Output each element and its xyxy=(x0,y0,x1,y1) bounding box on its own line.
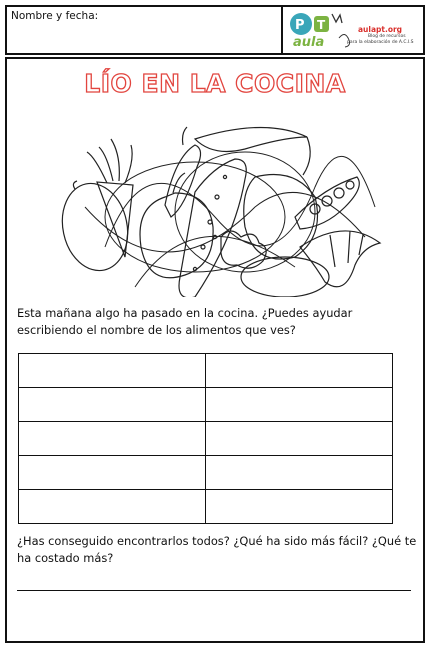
name-date-label: Nombre y fecha: xyxy=(11,10,99,22)
answer-cell[interactable] xyxy=(19,456,206,490)
reflection-question: ¿Has conseguido encontrarlos todos? ¿Qué ha sido más fácil? ¿Qué te ha costado más? xyxy=(17,534,417,565)
tangled-vegetables-illustration-icon xyxy=(45,97,385,297)
answer-cell[interactable] xyxy=(206,354,393,388)
answer-cell[interactable] xyxy=(19,388,206,422)
table-row xyxy=(19,456,393,490)
worksheet-body xyxy=(5,57,425,643)
worksheet-header xyxy=(5,5,425,55)
table-row xyxy=(19,354,393,388)
table-row xyxy=(19,422,393,456)
answer-cell[interactable] xyxy=(206,456,393,490)
answer-cell[interactable] xyxy=(206,388,393,422)
svg-text:T: T xyxy=(317,18,326,32)
answer-table xyxy=(18,353,393,524)
answer-line[interactable] xyxy=(17,590,411,591)
logo-site-text: aulapt.org xyxy=(358,25,403,34)
answer-cell[interactable] xyxy=(19,422,206,456)
answer-cell[interactable] xyxy=(206,490,393,524)
worksheet-title: LÍO EN LA COCINA xyxy=(84,69,346,98)
logo-tagline-1: Blog de recursos xyxy=(368,34,406,39)
table-row xyxy=(19,490,393,524)
answer-cell[interactable] xyxy=(19,354,206,388)
instruction-text: Esta mañana algo ha pasado en la cocina. ¿Puedes ayudar escribiendo el nombre de los alimentos que ves? xyxy=(17,306,353,337)
svg-text:P: P xyxy=(295,18,305,33)
svg-text:aula: aula xyxy=(293,35,325,50)
table-row xyxy=(19,388,393,422)
logo-tagline-2: para la elaboración de A.C.I.S xyxy=(347,40,414,45)
answer-cell[interactable] xyxy=(19,490,206,524)
answer-cell[interactable] xyxy=(206,422,393,456)
aulapt-logo xyxy=(281,7,425,53)
